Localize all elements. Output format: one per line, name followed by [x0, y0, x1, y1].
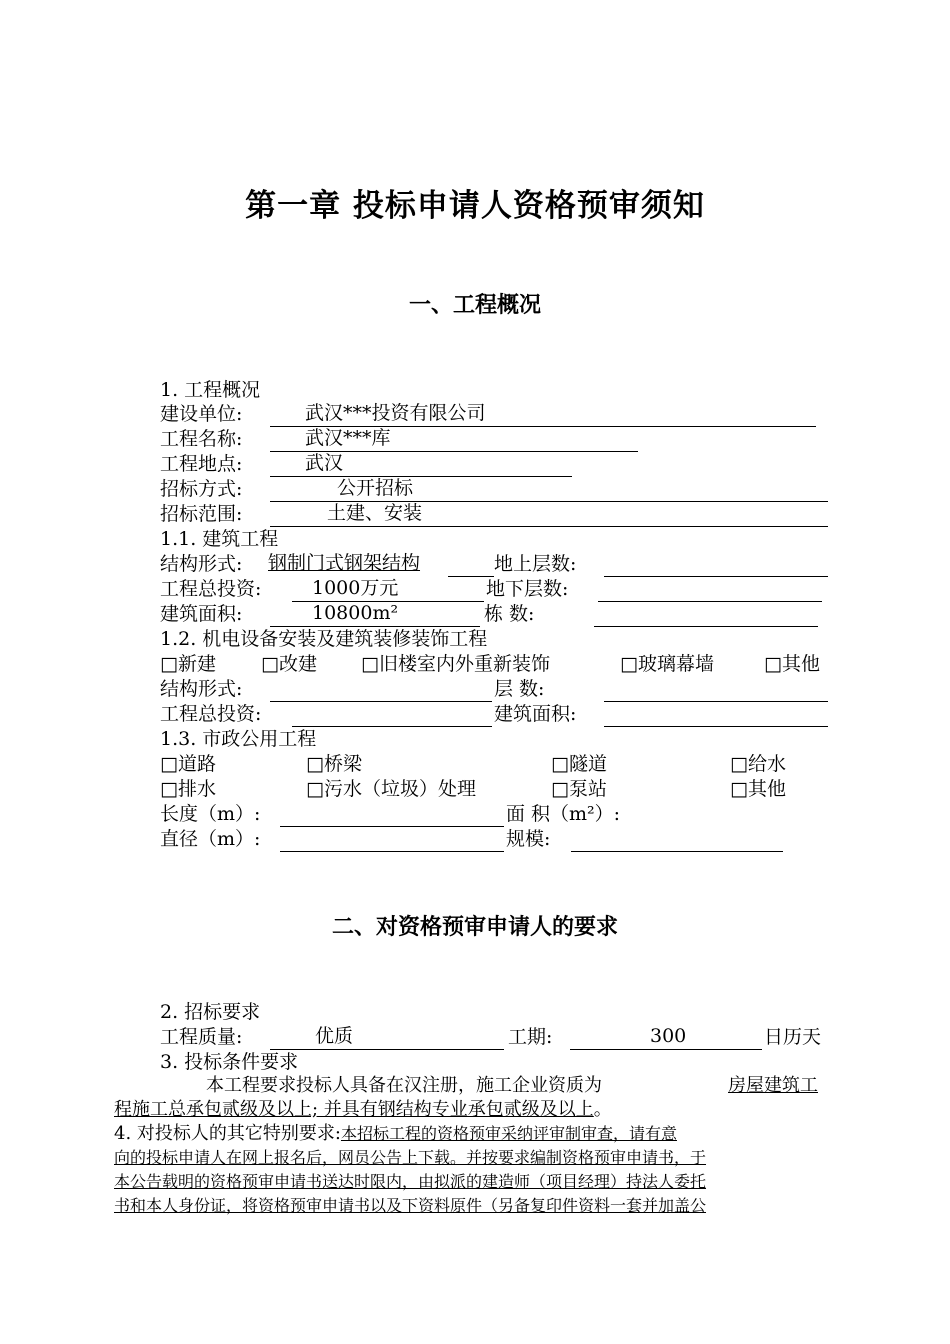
- investment2-field: [292, 702, 492, 727]
- structure-value: 钢制门式钢架结构: [268, 552, 421, 574]
- checkbox-renovation[interactable]: □旧楼室内外重新装饰: [361, 653, 550, 675]
- requirement-qualification-1: 房屋建筑工: [728, 1075, 818, 1096]
- investment2-label: 工程总投资:: [160, 703, 262, 725]
- scale-label: 规模:: [506, 828, 551, 850]
- bidding-method-value: 公开招标: [337, 477, 414, 499]
- item3-heading: 3. 投标条件要求: [160, 1051, 299, 1073]
- checkbox-road[interactable]: □道路: [160, 753, 216, 775]
- location-label: 工程地点:: [160, 453, 243, 475]
- area2-label: 建筑面积:: [494, 703, 577, 725]
- owner-label: 建设单位:: [160, 403, 243, 425]
- floors2-field: [604, 677, 828, 702]
- item4-text-2: 向的投标申请人在网上报名后，网员公告上下载。并按要求编制资格预审申请书，于: [114, 1148, 707, 1167]
- scale-field: [571, 827, 783, 852]
- requirement-qualification-2: 程施工总承包贰级及以上; 并具有钢结构专业承包贰级及以上: [114, 1099, 594, 1120]
- floors-below-label: 地下层数:: [486, 578, 569, 600]
- checkbox-other-12[interactable]: □其他: [764, 653, 820, 675]
- checkbox-water-supply[interactable]: □给水: [730, 753, 786, 775]
- bidding-method-label: 招标方式:: [160, 478, 243, 500]
- quality-field: [270, 1025, 504, 1050]
- quality-value: 优质: [315, 1025, 354, 1047]
- buildings-field: [594, 602, 818, 627]
- floors2-label: 层 数:: [494, 678, 545, 700]
- sub12-heading: 1.2. 机电设备安装及建筑装修装饰工程: [160, 628, 488, 650]
- checkbox-new-build[interactable]: □新建: [160, 653, 216, 675]
- checkbox-glass-curtain-wall[interactable]: □玻璃幕墙: [620, 653, 714, 675]
- project-name-label: 工程名称:: [160, 428, 243, 450]
- checkbox-rebuild[interactable]: □改建: [261, 653, 317, 675]
- period-value: 300: [650, 1025, 687, 1047]
- structure2-field: [270, 677, 492, 702]
- investment-label: 工程总投资:: [160, 578, 262, 600]
- item1-heading: 1. 工程概况: [160, 379, 261, 401]
- structure2-label: 结构形式:: [160, 678, 243, 700]
- checkbox-bridge[interactable]: □桥梁: [306, 753, 362, 775]
- checkbox-drainage[interactable]: □排水: [160, 778, 216, 800]
- checkbox-other-13[interactable]: □其他: [730, 778, 786, 800]
- diameter-field: [280, 827, 504, 852]
- floors-above-field: [604, 552, 828, 577]
- structure-field-tail: [448, 552, 494, 577]
- buildings-label: 栋 数:: [484, 603, 535, 625]
- investment-value: 1000万元: [312, 577, 399, 599]
- requirement-end: 。: [593, 1099, 612, 1120]
- diameter-label: 直径（m）:: [160, 828, 261, 850]
- project-name-value: 武汉***库: [305, 427, 391, 449]
- scope-value: 土建、安装: [327, 502, 423, 524]
- period-label: 工期:: [508, 1026, 553, 1048]
- area-label: 建筑面积:: [160, 603, 243, 625]
- floors-above-label: 地上层数:: [494, 553, 577, 575]
- item4-text-4: 书和本人身份证，将资格预审申请书以及下资料原件（另备复印件资料一套并加盖公: [114, 1196, 707, 1215]
- floors-below-field: [598, 577, 822, 602]
- requirement-line2: [114, 1098, 612, 1122]
- item4-text-1: 本招标工程的资格预审采纳评审制审查，请有意: [340, 1124, 677, 1143]
- owner-value: 武汉***投资有限公司: [305, 402, 486, 424]
- checkbox-tunnel[interactable]: □隧道: [551, 753, 607, 775]
- location-value: 武汉: [305, 452, 344, 474]
- requirement-prefix: 本工程要求投标人具备在汉注册，施工企业资质为: [206, 1075, 602, 1096]
- area3-label: 面 积（m²）:: [506, 803, 621, 825]
- sub11-heading: 1.1. 建筑工程: [160, 528, 279, 550]
- item4-line1: [114, 1122, 677, 1146]
- period-unit: 日历天: [764, 1026, 822, 1048]
- area2-field: [604, 702, 828, 727]
- length-field: [280, 802, 504, 827]
- checkbox-pump-station[interactable]: □泵站: [551, 778, 607, 800]
- scope-label: 招标范围:: [160, 503, 243, 525]
- quality-label: 工程质量:: [160, 1026, 243, 1048]
- sub13-heading: 1.3. 市政公用工程: [160, 728, 317, 750]
- section2-title: 二、对资格预审申请人的要求: [331, 915, 618, 940]
- structure-label: 结构形式:: [160, 553, 243, 575]
- section1-title: 一、工程概况: [408, 293, 541, 318]
- item4-label: 4. 对投标人的其它特别要求:: [114, 1123, 341, 1144]
- chapter-title: 第一章 投标申请人资格预审须知: [245, 188, 705, 224]
- item2-heading: 2. 招标要求: [160, 1001, 261, 1023]
- length-label: 长度（m）:: [160, 803, 261, 825]
- area-value: 10800m²: [312, 602, 399, 624]
- checkbox-sewage[interactable]: □污水（垃圾）处理: [306, 778, 476, 800]
- item4-text-3: 本公告载明的资格预审申请书送达时限内，由拟派的建造师（项目经理）持法人委托: [114, 1172, 707, 1191]
